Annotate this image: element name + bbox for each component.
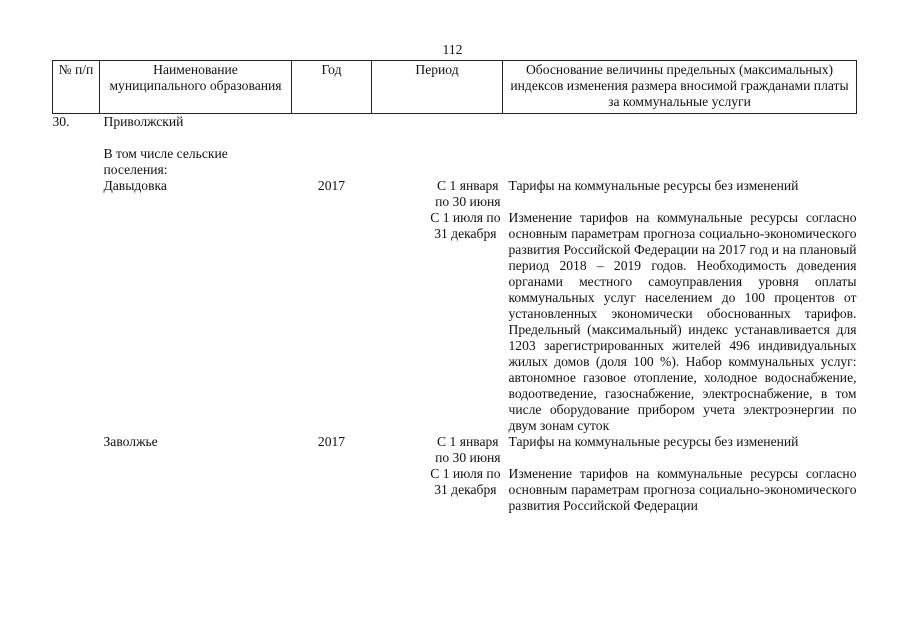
settlement-year: 2017 [317,434,346,449]
justification-text: Изменение тарифов на коммунальные ресурсы согласно основным параметрам прогноза социально-экономического развития Российской Федерации на 2017 год и на плановый период 2018 – 2019 годов. Необходимость доведения органами местного самоуправления уровня оплаты коммунальных услуг населением до 100 процентов от установленных экономически обоснованных тарифов. Предельный (максимальный) индекс устанавливается для 1203 зарегистрированных жителей 496 индивидуальных жилых домов (доля 100 %). Набор коммунальных услуг: автономное газовое отопление, холодное водоснабжение, водоотведение, газоснабжение, электроснабжение, в том числе оборудование прибором учета электроэнергии по двум зонам суток [508,210,857,433]
rural-settlements-subheading: В том числе сельские поселения: [103,146,228,177]
period-start: С 1 июля по [430,466,501,481]
period-end: 31 декабря [434,482,497,497]
justification-cell [503,434,857,466]
period-start: С 1 января [437,434,499,449]
settlement-year: 2017 [317,178,346,193]
region-row [53,114,857,131]
header-justification: Обоснование величины предельных (максимальных) индексов изменения размера вносимой гражданами платы за коммунальные услуги [503,61,857,114]
table-row [53,466,857,514]
table-row [53,434,857,466]
justification-cell [503,210,857,434]
table-row [53,178,857,210]
period-start: С 1 июля по [430,210,501,225]
page-number: 112 [442,42,463,57]
period-cell [372,178,503,210]
justification-text: Тарифы на коммунальные ресурсы без изменений [508,178,799,193]
header-municipality: Наименование муниципального образования [100,61,292,114]
region-name: Приволжский [103,114,184,129]
table-header [53,61,857,114]
table-row [53,210,857,434]
settlement-name: Заволжье [103,434,158,449]
period-cell [372,210,503,434]
header-period: Период [372,61,503,114]
period-cell [372,434,503,466]
period-start: С 1 января [437,178,499,193]
region-number: 30. [52,114,70,129]
period-end: по 30 июня [435,450,501,465]
justification-cell [503,178,857,210]
justification-cell [503,466,857,514]
period-cell [372,466,503,514]
period-end: 31 декабря [434,226,497,241]
header-number: № п/п [53,61,100,114]
period-end: по 30 июня [435,194,501,209]
header-year: Год [292,61,372,114]
settlement-name: Давыдовка [103,178,167,193]
justification-text: Тарифы на коммунальные ресурсы без изменений [508,434,799,449]
subheading-row [53,146,857,178]
justification-text: Изменение тарифов на коммунальные ресурсы согласно основным параметрам прогноза социально-экономического развития Российской Федерации [508,466,857,513]
index-table [52,60,857,514]
